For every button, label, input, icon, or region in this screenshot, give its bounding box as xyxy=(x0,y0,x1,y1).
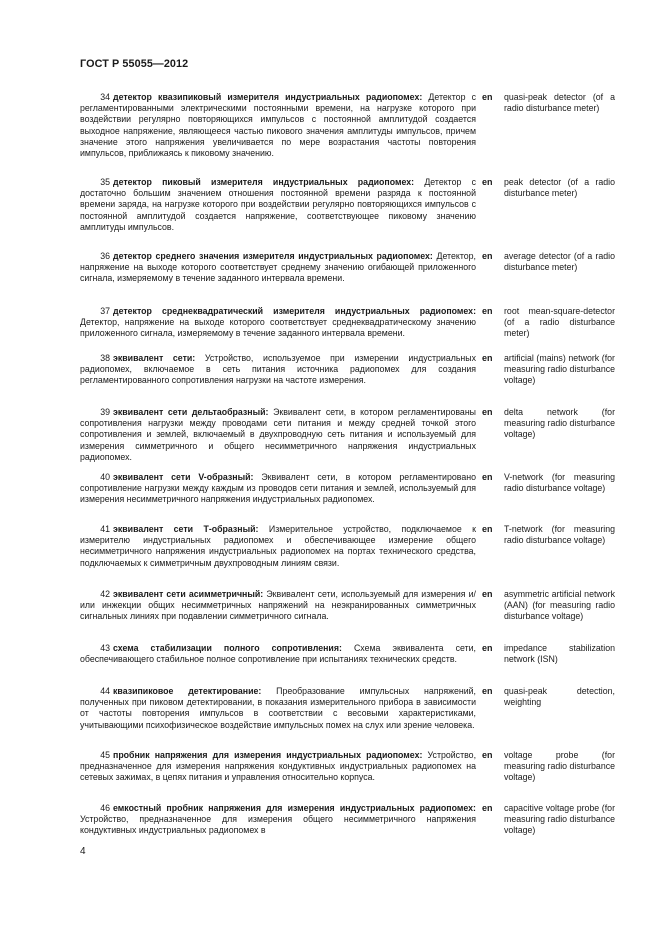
term-definition: Схема эквивалента сети, обеспечивающего стабильное полное сопротивление при испытаниях технических средств. xyxy=(80,643,476,665)
russian-definition xyxy=(80,524,476,569)
russian-definition xyxy=(80,407,476,463)
term-entry xyxy=(80,92,615,159)
language-code: en xyxy=(482,750,493,760)
language-code: en xyxy=(482,177,493,187)
language-code: en xyxy=(482,803,493,813)
language-code: en xyxy=(482,524,493,534)
term-title: детектор среднего значения измерителя индустриальных радиопомех: xyxy=(113,251,433,261)
term-title: эквивалент сети: xyxy=(113,353,196,363)
term-title: эквивалент сети V-образный: xyxy=(113,472,254,482)
term-number: 40 xyxy=(100,472,110,482)
term-entry xyxy=(80,306,615,340)
term-definition: Устройство, предназначенное для измерения общего несимметричного напряжения кондуктивных индустриальных радиопомех в xyxy=(80,814,476,836)
term-definition: Детектор с регламентированными электрическими постоянными времени, на нагрузке которого при воздействии регулярно повторяющихся импульсов с постоянной амплитудой создается выходное напряжение, являющееся частью пикового значения амплитуды импульсов, причем значение этого напряжения увеличивается по мере возрастания частоты повторения импульсов, приближаясь к пиковому значению. xyxy=(80,92,476,159)
russian-definition xyxy=(80,643,476,665)
term-entry xyxy=(80,407,615,463)
term-number: 45 xyxy=(100,750,110,760)
russian-definition xyxy=(80,472,476,506)
term-title: детектор квазипиковый измерителя индустриальных радиопомех: xyxy=(113,92,423,102)
russian-definition xyxy=(80,92,476,159)
language-code: en xyxy=(482,92,493,102)
language-code: en xyxy=(482,251,493,261)
language-code: en xyxy=(482,686,493,696)
language-code: en xyxy=(482,353,493,363)
term-entry xyxy=(80,472,615,506)
term-number: 43 xyxy=(100,643,110,653)
term-entry xyxy=(80,251,615,285)
english-equivalent: peak detector (of a radio disturbance meter) xyxy=(504,177,615,199)
term-entry xyxy=(80,589,615,623)
term-definition: Детектор, напряжение на выходе которого соответствует среднему значению огибающей приложенного сигнала, измеряемому в течение заданного интервала времени. xyxy=(80,251,476,284)
term-number: 44 xyxy=(100,686,110,696)
english-equivalent: capacitive voltage probe (for measuring radio disturbance voltage) xyxy=(504,803,616,836)
term-title: эквивалент сети асимметричный: xyxy=(113,589,264,599)
page-number: 4 xyxy=(80,846,86,857)
term-entry xyxy=(80,750,615,784)
term-number: 38 xyxy=(100,353,110,363)
russian-definition xyxy=(80,306,476,340)
term-entry xyxy=(80,524,615,569)
english-equivalent: root mean-square-detector (of a radio disturbance meter) xyxy=(504,306,615,339)
russian-definition xyxy=(80,589,476,623)
term-title: квазипиковое детектирование: xyxy=(113,686,262,696)
language-code: en xyxy=(482,589,493,599)
english-equivalent: artificial (mains) network (for measuring radio disturbance voltage) xyxy=(504,353,616,386)
term-definition: Измерительное устройство, подключаемое к измерителю индустриальных радиопомех и обеспечивающее измерение общего несимметричного напряжения индустриальных радиопомех на портах технического средства, подключаемых к симметричным двухпроводным линиям связи. xyxy=(80,524,476,568)
russian-definition xyxy=(80,353,476,387)
term-number: 39 xyxy=(100,407,110,417)
english-equivalent: T-network (for measuring radio disturbance voltage) xyxy=(504,524,615,546)
term-definition: Эквивалент сети, в котором регламентировано сопротивление нагрузки между каждым из проводов сети питания и землей, используемый для измерения несимметричного напряжения индустриальных радиопомех. xyxy=(80,472,476,505)
term-definition: Детектор с достаточно большим значением отношения постоянной времени разряда к постоянной времени заряда, на нагрузке которого при воздействии регулярно повторяющихся импульсов с постоянной амплитудой создается напряжение, соответствующее пиковому значению амплитуды импульсов. xyxy=(80,177,476,232)
term-definition: Устройство, предназначенное для измерения напряжения кондуктивных индустриальных радиопомех на сетевых зажимах, в цепях питания и управления относительно корпуса. xyxy=(80,750,477,783)
term-entry xyxy=(80,643,615,665)
term-number: 37 xyxy=(100,306,110,316)
term-number: 46 xyxy=(100,803,110,813)
term-entry xyxy=(80,686,615,731)
english-equivalent: impedance stabilization network (ISN) xyxy=(504,643,615,665)
term-title: схема стабилизации полного сопротивления: xyxy=(113,643,342,653)
term-entry xyxy=(80,353,615,387)
term-title: эквивалент сети дельтаобразный: xyxy=(113,407,269,417)
term-title: детектор пиковый измерителя индустриальных радиопомех: xyxy=(113,177,415,187)
term-number: 36 xyxy=(100,251,110,261)
term-number: 34 xyxy=(100,92,110,102)
english-equivalent: V-network (for measuring radio disturbance voltage) xyxy=(504,472,615,494)
standard-header: ГОСТ Р 55055—2012 xyxy=(80,58,189,70)
russian-definition xyxy=(80,686,476,731)
term-number: 35 xyxy=(100,177,110,187)
russian-definition xyxy=(80,177,476,233)
term-definition: Устройство, используемое при измерении индустриальных радиопомех, включаемое в сеть питания источника радиопомех для создания регламентированного сопротивления нагрузки на частоте измерения. xyxy=(80,353,477,386)
language-code: en xyxy=(482,472,493,482)
term-definition: Преобразование импульсных напряжений, полученных при пиковом детектировании, в показания измерительного прибора в зависимости от частоты повторения импульсов в соответствии с весовыми характеристиками, учитывающими психофизическое воздействие импульсных помех на слух или зрение человека. xyxy=(80,686,476,730)
term-title: пробник напряжения для измерения индустриальных радиопомех: xyxy=(113,750,423,760)
english-equivalent: quasi-peak detector (of a radio disturbance meter) xyxy=(504,92,615,114)
russian-definition xyxy=(80,803,476,837)
term-definition: Эквивалент сети, в котором регламентированы сопротивления нагрузки между проводами сети питания и между средней точкой этого сопротивления и землей, включаемый в двухпроводную сеть питания и используемый для измерения симметричного и общего несимметричного напряжения индустриальных радиопомех. xyxy=(80,407,476,462)
term-definition: Детектор, напряжение на выходе которого соответствует среднеквадратическому значению приложенного сигнала, измеряемому в течение заданного интервала времени. xyxy=(80,317,476,339)
english-equivalent: average detector (of a radio disturbance meter) xyxy=(504,251,615,273)
language-code: en xyxy=(482,306,493,316)
russian-definition xyxy=(80,750,476,784)
term-number: 41 xyxy=(100,524,110,534)
term-title: эквивалент сети Т-образный: xyxy=(113,524,259,534)
term-title: емкостный пробник напряжения для измерения индустриальных радиопомех: xyxy=(113,803,476,813)
language-code: en xyxy=(482,407,493,417)
english-equivalent: quasi-peak detection, weighting xyxy=(504,686,615,708)
english-equivalent: delta network (for measuring radio disturbance voltage) xyxy=(504,407,616,440)
english-equivalent: asymmetric artificial network (AAN) (for measuring radio disturbance voltage) xyxy=(504,589,615,622)
term-entry xyxy=(80,803,615,837)
language-code: en xyxy=(482,643,493,653)
term-definition: Эквивалент сети, используемый для измерения и/или инжекции общих несимметричных напряжений на неэкранированных симметричных сигнальных линиях при подавлении симметричного сигнала. xyxy=(80,589,476,622)
term-number: 42 xyxy=(100,589,110,599)
russian-definition xyxy=(80,251,476,285)
term-title: детектор среднеквадратический измерителя индустриальных радиопомех: xyxy=(113,306,476,316)
term-entry xyxy=(80,177,615,233)
english-equivalent: voltage probe (for measuring radio disturbance voltage) xyxy=(504,750,616,783)
